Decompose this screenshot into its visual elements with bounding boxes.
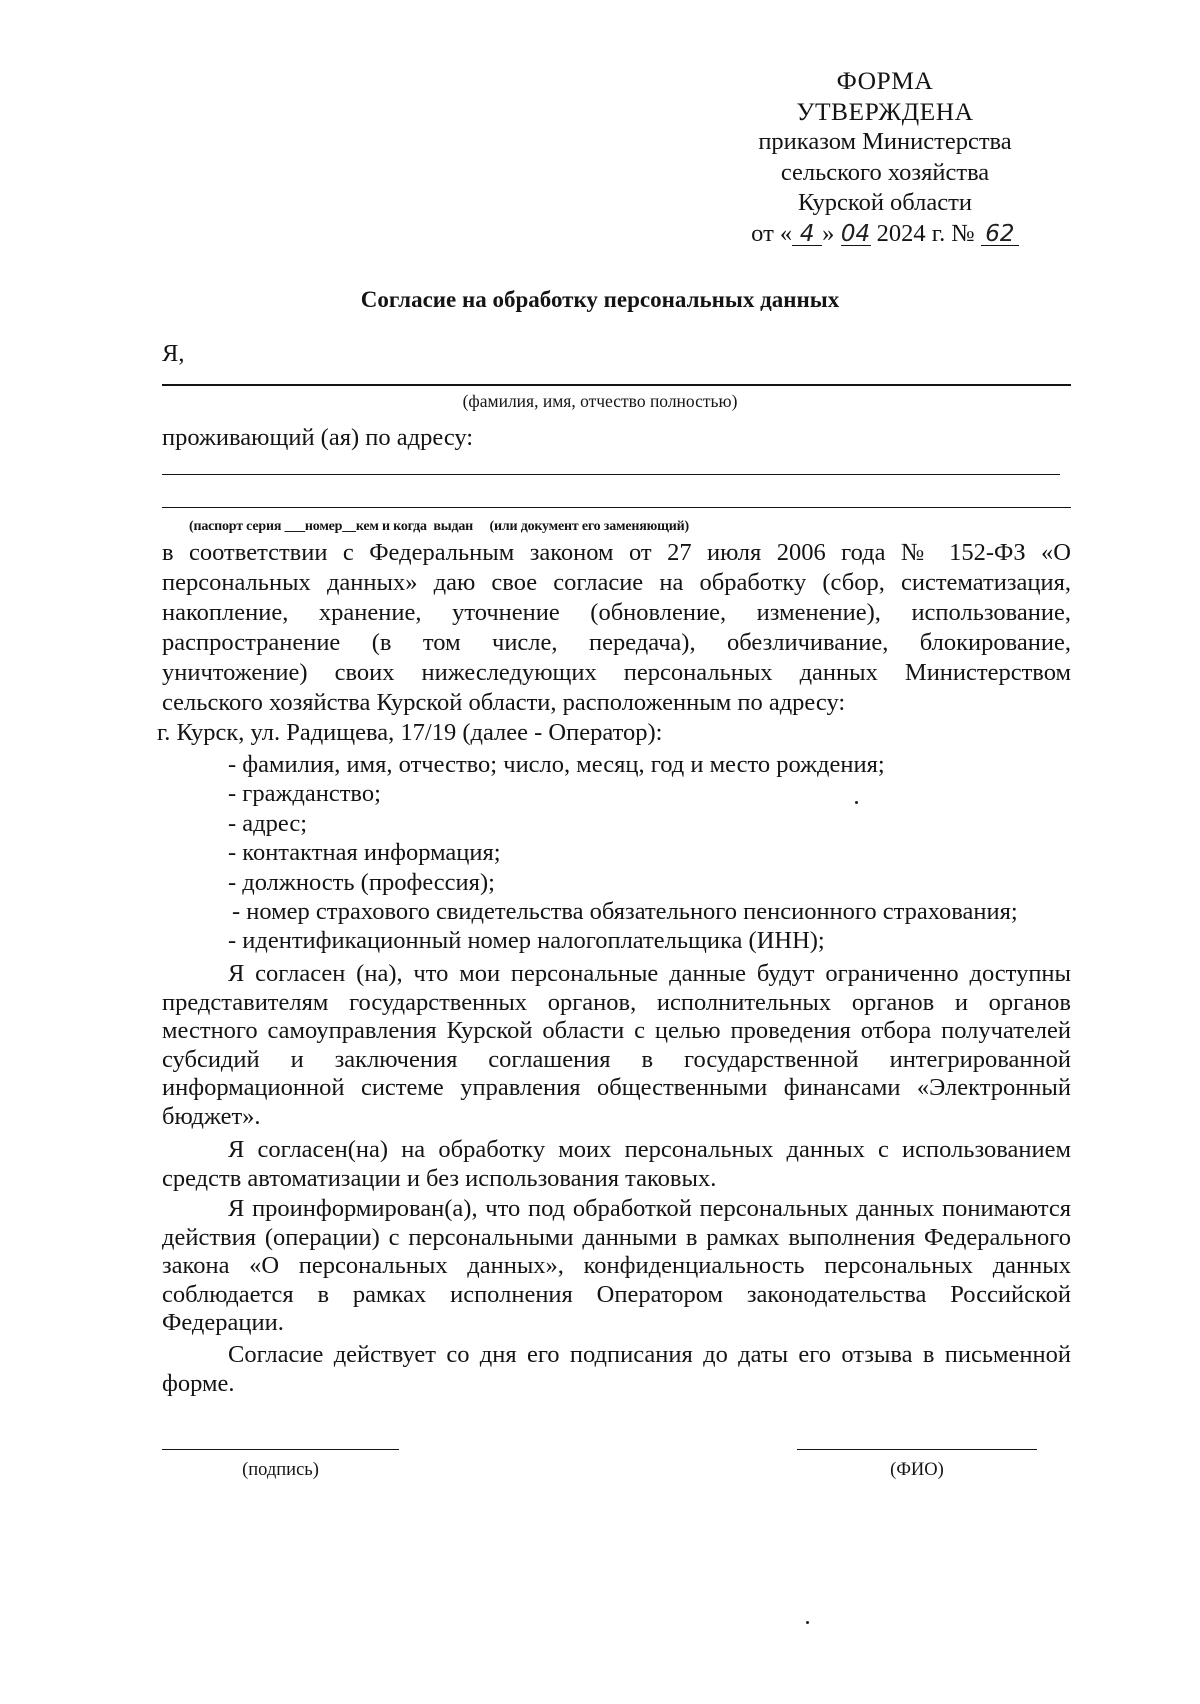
personal-data-list bbox=[228, 750, 1018, 956]
paragraph-access: Я согласен (на), что мои персональные данные будут ограниченно доступны представителям государственных органов, исполнительных органов и органов местного самоуправления Курской области с целью проведения отбора получателей субсидий и заключения соглашения в государственной интегрированной информационной системе управления общественными финансами «Электронный бюджет». bbox=[162, 960, 1071, 1130]
name-field-line[interactable] bbox=[162, 384, 1071, 386]
list-item: - контактная информация; bbox=[228, 839, 501, 867]
paragraph-informed: Я проинформирован(а), что под обработкой персональных данных понимаются действия (операции) с персональными данными в рамках выполнения Федерального закона «О персональных данных», конфиденциальность персональных данных соблюдается в рамках исполнения Оператором законодательства Российской Федерации. bbox=[162, 1195, 1071, 1337]
fio-line[interactable] bbox=[797, 1449, 1037, 1450]
intro-line-5: уничтожение) своих нижеследующих персональных данных Министерством bbox=[162, 659, 1071, 686]
address-field-line[interactable] bbox=[162, 474, 1060, 475]
i-label: Я, bbox=[162, 340, 185, 367]
list-item: - должность (профессия); bbox=[228, 868, 495, 896]
date-year: 2024 г. № bbox=[876, 219, 975, 247]
passport-caption: (паспорт серия ___номер__кем и когда выдан (или документ его заменяющий) bbox=[189, 519, 689, 534]
signature-line[interactable] bbox=[162, 1449, 399, 1450]
intro-line-2: персональных данных» даю свое согласие на обработку (сбор, систематизация, bbox=[162, 569, 1071, 596]
approval-region-line: Курской области bbox=[798, 189, 972, 216]
approval-order-line: приказом Министерства bbox=[758, 128, 1012, 155]
approval-ministry-line: сельского хозяйства bbox=[780, 158, 990, 186]
approval-order-date bbox=[740, 219, 1030, 250]
paragraph-automation: Я согласен(на) на обработку моих персональных данных с использованием средств автоматизации и без использования таковых. bbox=[162, 1136, 1071, 1192]
scan-speck bbox=[806, 1621, 809, 1624]
signature-caption: (подпись) bbox=[242, 1460, 319, 1480]
operator-line: г. Курск, ул. Радищева, 17/19 (далее - Оператор): bbox=[157, 719, 663, 746]
approval-block bbox=[740, 66, 1030, 249]
approval-approved-label: УТВЕРЖДЕНА bbox=[796, 96, 974, 126]
scan-speck bbox=[855, 801, 858, 804]
date-separator: » bbox=[822, 219, 835, 247]
paragraph-validity: Согласие действует со дня его подписания до даты его отзыва в письменной форме. bbox=[162, 1341, 1071, 1397]
intro-line-4: распространение (в том числе, передача), обезличивание, блокирование, bbox=[162, 629, 1071, 656]
fio-caption: (ФИО) bbox=[890, 1460, 944, 1480]
list-item: - гражданство; bbox=[228, 780, 381, 808]
document-title: Согласие на обработку персональных данных bbox=[360, 287, 840, 312]
approval-form-label: ФОРМА bbox=[836, 66, 934, 95]
date-prefix: от « bbox=[751, 219, 793, 247]
name-caption: (фамилия, имя, отчество полностью) bbox=[462, 391, 738, 411]
address-label: проживающий (ая) по адресу: bbox=[162, 424, 474, 451]
handwritten-day: 4 bbox=[792, 223, 822, 246]
intro-line-1: в соответствии с Федеральным законом от 27 июля 2006 года № 152-ФЗ «О bbox=[162, 539, 1071, 566]
passport-field-line[interactable] bbox=[162, 507, 1071, 508]
intro-line-6: сельского хозяйства Курской области, расположенным по адресу: bbox=[162, 689, 846, 716]
list-item: - идентификационный номер налогоплательщика (ИНН); bbox=[228, 927, 825, 955]
handwritten-month: 04 bbox=[840, 220, 871, 247]
intro-line-3: накопление, хранение, уточнение (обновление, изменение), использование, bbox=[162, 599, 1071, 626]
list-item: - фамилия, имя, отчество; число, месяц, год и место рождения; bbox=[228, 751, 885, 778]
list-item: - адрес; bbox=[228, 809, 308, 837]
list-item: - номер страхового свидетельства обязательного пенсионного страхования; bbox=[232, 898, 1018, 926]
handwritten-order-number: 62 bbox=[981, 223, 1019, 246]
